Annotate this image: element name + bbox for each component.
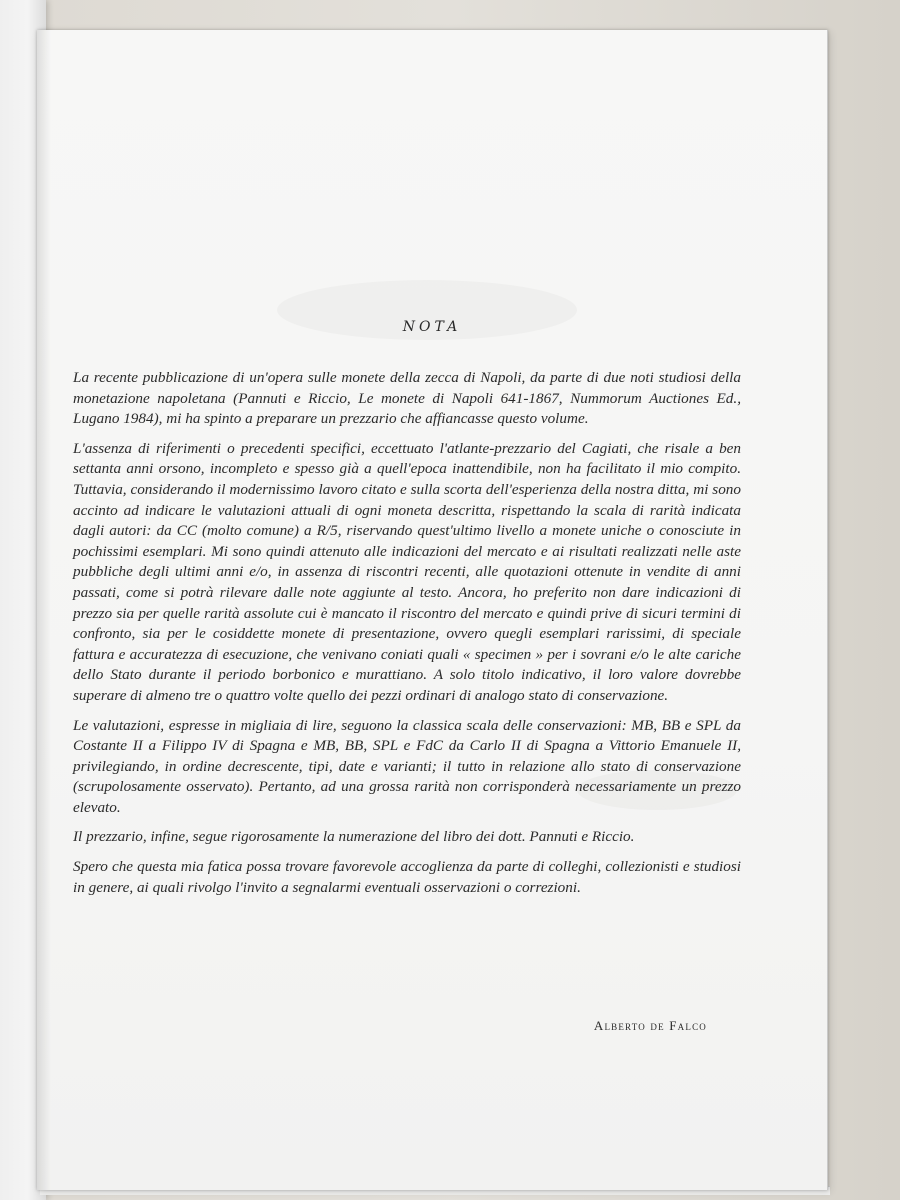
page-heading: NOTA [402,319,462,335]
paragraph: Il prezzario, infine, segue rigorosamente la numerazione del libro dei dott. Pannuti e Riccio. [73,828,635,846]
document-page [37,30,828,1190]
paragraph: Le valutazioni, espresse in migliaia di lire, seguono la classica scala delle conservazioni: MB, BB e SPL da Costante II a Filippo IV di Spagna e MB, BB, SPL e FdC da Carlo II di Spagna a Vittorio Emanuele II, privilegiando, in ordine decrescente, tipi, date e varianti; il tutto in relazione allo stato di conservazione (scrupolosamente osservato). Pertanto, ad una grossa rarità non corrisponderà necessariamente un prezzo elevato. [73,716,741,816]
paragraph: Spero che questa mia fatica possa trovare favorevole accoglienza da parte di colleghi, collezionisti e studiosi in genere, ai quali rivolgo l'invito a segnalarmi eventuali osservazioni o correzioni. [73,858,741,896]
paragraph: La recente pubblicazione di un'opera sulle monete della zecca di Napoli, da parte di due noti studiosi della monetazione napoletana (Pannuti e Riccio, Le monete di Napoli 641-1867, Nummorum Auctiones Ed., Lugano 1984), mi ha spinto a preparare un prezzario che affiancasse questo volume. [73,369,741,428]
page-fold-shadow [37,30,51,1190]
author-signature: Alberto de Falco [593,1018,707,1033]
paragraph: L'assenza di riferimenti o precedenti specifici, eccettuato l'atlante-prezzario del Cagiati, che risale a ben settanta anni orsono, incompleto e spesso già a quell'epoca inattendibile, non ha facilitato il mio compito. Tuttavia, considerando il modernissimo lavoro citato e sulla scorta dell'esperienza della nostra ditta, mi sono accinto ad indicare le valutazioni attuali di ogni moneta descritta, rispettando la scala di rarità indicata dagli autori: da CC (molto comune) a R/5, riservando quest'ultimo livello a monete uniche o conosciute in pochissimi esemplari. Mi sono quindi attenuto alle indicazioni del mercato e ai risultati realizzati nelle aste pubbliche degli ultimi anni e/o, in assenza di riscontri recenti, alle quotazioni ottenute in vendite di anni passati, come si potrà rilevare dalle note aggiunte al testo. Ancora, ho preferito non dare indicazioni di prezzo sia per quelle rarità assolute cui è mancato il riscontro del mercato e quindi prive di sicuri termini di confronto, sia per le cosiddette monete di presentazione, ovvero quegli esemplari rarissimi, di speciale fattura e accuratezza di esecuzione, che venivano coniati quali « specimen » per i sovrani e/o le alte cariche dello Stato durante il periodo borbonico e murattiano. A solo titolo indicativo, il loro valore dovrebbe superare di almeno tre o quattro volte quello dei pezzi ordinari di analogo stato di conservazione. [73,439,741,704]
body-text [73,368,741,907]
